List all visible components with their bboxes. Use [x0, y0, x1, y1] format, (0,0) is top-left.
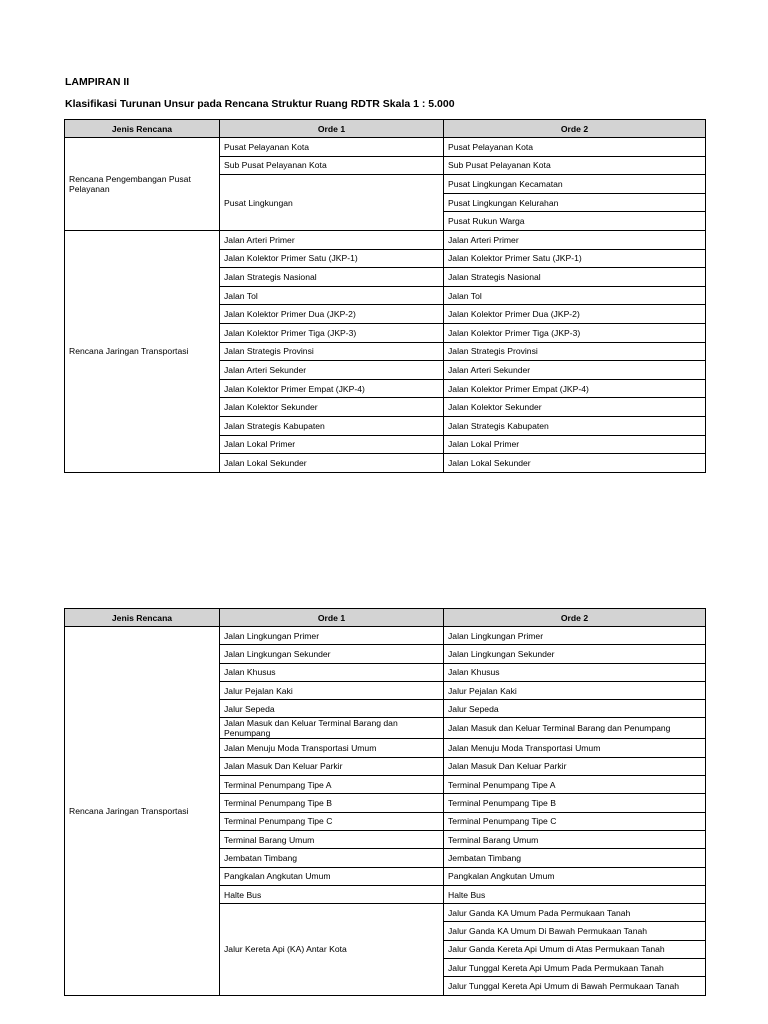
orde-1-cell: Sub Pusat Pelayanan Kota — [220, 156, 444, 175]
orde-1-cell: Terminal Penumpang Tipe A — [220, 776, 444, 794]
table-header-row — [65, 120, 706, 138]
orde-1-cell: Terminal Barang Umum — [220, 830, 444, 848]
orde-1-cell: Jalan Arteri Primer — [220, 230, 444, 249]
orde-1-cell: Jalan Kolektor Primer Dua (JKP-2) — [220, 305, 444, 324]
header-jenis-rencana: Jenis Rencana — [65, 609, 220, 627]
orde-2-cell: Terminal Penumpang Tipe A — [444, 776, 706, 794]
orde-2-cell: Jalur Tunggal Kereta Api Umum Pada Permukaan Tanah — [444, 959, 706, 977]
orde-2-cell: Jalan Lokal Sekunder — [444, 454, 706, 473]
orde-2-cell: Jalan Kolektor Primer Empat (JKP-4) — [444, 379, 706, 398]
orde-1-cell: Jalan Lingkungan Sekunder — [220, 645, 444, 663]
orde-1-cell: Halte Bus — [220, 885, 444, 903]
orde-1-cell: Jalan Kolektor Primer Satu (JKP-1) — [220, 249, 444, 268]
document-title: Klasifikasi Turunan Unsur pada Rencana Struktur Ruang RDTR Skala 1 : 5.000 — [65, 98, 455, 110]
orde-2-cell: Jalur Sepeda — [444, 700, 706, 718]
orde-1-cell: Jalan Kolektor Sekunder — [220, 398, 444, 417]
orde-2-cell: Terminal Barang Umum — [444, 830, 706, 848]
orde-2-cell: Sub Pusat Pelayanan Kota — [444, 156, 706, 175]
orde-2-cell: Pusat Lingkungan Kecamatan — [444, 175, 706, 194]
orde-2-cell: Jalan Tol — [444, 286, 706, 305]
orde-2-cell: Jembatan Timbang — [444, 849, 706, 867]
orde-1-cell: Jalan Kolektor Primer Empat (JKP-4) — [220, 379, 444, 398]
orde-2-cell: Jalan Menuju Moda Transportasi Umum — [444, 739, 706, 757]
orde-2-cell: Jalan Lingkungan Sekunder — [444, 645, 706, 663]
orde-2-cell: Jalan Khusus — [444, 663, 706, 681]
header-orde-1: Orde 1 — [220, 120, 444, 138]
orde-2-cell: Jalan Strategis Nasional — [444, 268, 706, 287]
orde-2-cell: Jalan Strategis Kabupaten — [444, 416, 706, 435]
orde-1-cell: Pusat Pelayanan Kota — [220, 138, 444, 157]
header-orde-2: Orde 2 — [444, 609, 706, 627]
orde-1-cell: Jalan Strategis Provinsi — [220, 342, 444, 361]
orde-1-cell: Jalan Kolektor Primer Tiga (JKP-3) — [220, 323, 444, 342]
orde-2-cell: Jalan Lingkungan Primer — [444, 627, 706, 645]
orde-1-cell: Jalan Strategis Kabupaten — [220, 416, 444, 435]
orde-2-cell: Jalur Tunggal Kereta Api Umum di Bawah Permukaan Tanah — [444, 977, 706, 995]
orde-1-cell: Jalan Masuk Dan Keluar Parkir — [220, 757, 444, 775]
orde-2-cell: Terminal Penumpang Tipe C — [444, 812, 706, 830]
orde-2-cell: Pusat Pelayanan Kota — [444, 138, 706, 157]
orde-2-cell: Jalan Kolektor Sekunder — [444, 398, 706, 417]
orde-1-cell: Jembatan Timbang — [220, 849, 444, 867]
orde-1-cell: Jalan Strategis Nasional — [220, 268, 444, 287]
orde-2-cell: Pusat Lingkungan Kelurahan — [444, 193, 706, 212]
orde-2-cell: Jalur Ganda KA Umum Pada Permukaan Tanah — [444, 904, 706, 922]
orde-1-cell: Jalan Masuk dan Keluar Terminal Barang dan Penumpang — [220, 718, 444, 739]
jenis-rencana-cell: Rencana Jaringan Transportasi — [65, 230, 220, 472]
orde-1-cell: Jalan Arteri Sekunder — [220, 361, 444, 380]
orde-1-cell: Jalur Sepeda — [220, 700, 444, 718]
table-row — [65, 230, 706, 249]
classification-table-2 — [64, 608, 706, 996]
classification-table-1 — [64, 119, 706, 473]
orde-1-cell: Jalan Lokal Sekunder — [220, 454, 444, 473]
orde-2-cell: Jalur Pejalan Kaki — [444, 681, 706, 699]
orde-2-cell: Jalan Strategis Provinsi — [444, 342, 706, 361]
orde-1-cell: Jalan Lokal Primer — [220, 435, 444, 454]
orde-2-cell: Jalan Lokal Primer — [444, 435, 706, 454]
orde-1-cell: Jalan Khusus — [220, 663, 444, 681]
orde-2-cell: Pusat Rukun Warga — [444, 212, 706, 231]
header-orde-2: Orde 2 — [444, 120, 706, 138]
orde-2-cell: Jalan Kolektor Primer Tiga (JKP-3) — [444, 323, 706, 342]
orde-1-cell: Pusat Lingkungan — [220, 175, 444, 231]
orde-2-cell: Jalan Masuk Dan Keluar Parkir — [444, 757, 706, 775]
orde-1-cell: Terminal Penumpang Tipe B — [220, 794, 444, 812]
table-row — [65, 138, 706, 157]
orde-2-cell: Jalan Kolektor Primer Satu (JKP-1) — [444, 249, 706, 268]
orde-2-cell: Pangkalan Angkutan Umum — [444, 867, 706, 885]
orde-2-cell: Jalan Arteri Primer — [444, 230, 706, 249]
orde-2-cell: Terminal Penumpang Tipe B — [444, 794, 706, 812]
orde-2-cell: Jalan Masuk dan Keluar Terminal Barang dan Penumpang — [444, 718, 706, 739]
header-jenis-rencana: Jenis Rencana — [65, 120, 220, 138]
orde-1-cell: Jalur Kereta Api (KA) Antar Kota — [220, 904, 444, 995]
orde-2-cell: Jalur Ganda KA Umum Di Bawah Permukaan Tanah — [444, 922, 706, 940]
orde-1-cell: Jalan Tol — [220, 286, 444, 305]
orde-1-cell: Jalur Pejalan Kaki — [220, 681, 444, 699]
orde-1-cell: Jalan Lingkungan Primer — [220, 627, 444, 645]
table-header-row — [65, 609, 706, 627]
header-orde-1: Orde 1 — [220, 609, 444, 627]
jenis-rencana-cell: Rencana Pengembangan Pusat Pelayanan — [65, 138, 220, 231]
orde-2-cell: Halte Bus — [444, 885, 706, 903]
orde-1-cell: Terminal Penumpang Tipe C — [220, 812, 444, 830]
orde-1-cell: Pangkalan Angkutan Umum — [220, 867, 444, 885]
jenis-rencana-cell: Rencana Jaringan Transportasi — [65, 627, 220, 996]
orde-2-cell: Jalur Ganda Kereta Api Umum di Atas Permukaan Tanah — [444, 940, 706, 958]
orde-2-cell: Jalan Kolektor Primer Dua (JKP-2) — [444, 305, 706, 324]
orde-1-cell: Jalan Menuju Moda Transportasi Umum — [220, 739, 444, 757]
orde-2-cell: Jalan Arteri Sekunder — [444, 361, 706, 380]
table-row — [65, 627, 706, 645]
appendix-label: LAMPIRAN II — [65, 76, 130, 88]
